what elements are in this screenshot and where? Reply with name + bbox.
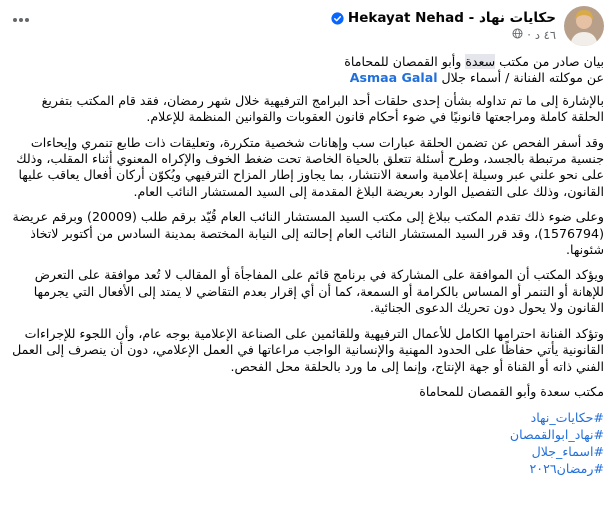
post-header (12, 6, 604, 46)
more-options-icon[interactable] (10, 12, 32, 28)
page-name[interactable]: Hekayat Nehad - حكايات نهاد (347, 10, 556, 26)
post-body (12, 54, 604, 477)
globe-icon[interactable] (512, 28, 523, 42)
avatar[interactable] (564, 6, 604, 46)
post-subline (512, 28, 556, 42)
post-time[interactable]: ٤٦ د (534, 28, 556, 42)
hashtag-link[interactable]: #اسماء_جلال (531, 444, 604, 460)
hashtag-link[interactable]: #رمضان٢٠٢٦ (529, 461, 604, 477)
name-row (331, 10, 556, 26)
mention-link[interactable]: Asmaa Galal (349, 70, 438, 86)
hashtag-list (12, 409, 604, 477)
paragraph-3: وعلى ضوء ذلك تقدم المكتب ببلاغ إلى مكتب السيد المستشار النائب العام قُيّد برقم طلب (20009) وبرقم عريضة (1576794)، وقد قرر السيد المستشار النائب العام إحالته إلى النيابة المختصة بمدينة السادس من أكتوبر لاتخاذ شئونها. (12, 209, 604, 258)
intro-text: بيان صادر من مكتب (495, 54, 604, 69)
intro-text-end: وأبو القمصان للمحاماة (344, 54, 466, 69)
meta-separator: · (527, 28, 531, 42)
client-line (12, 70, 604, 86)
signature: مكتب سعدة وأبو القمصان للمحاماة (419, 383, 604, 399)
post-meta (331, 10, 556, 42)
post-intro (12, 54, 604, 87)
paragraph-5: وتؤكد الفنانة احترامها الكامل للأعمال الترفيهية وللقائمين على الصناعة الإعلامية بوجه عام، وأن اللجوء للإجراءات القانونية يأتي حفاظًا على الحدود المهنية والإنسانية الواجب مراعاتها في العمل الإعلامي، دون أن ينصرف إلى العمل الفني ذاته أو القناة أو جهة الإنتاج، وإنما إلى ما ورد بالحلقة محل الفحص. (12, 325, 604, 374)
paragraph-1: بالإشارة إلى ما تم تداوله بشأن إحدى حلقات أحد البرامج الترفيهية خلال شهر رمضان، فقد قام المكتب بتفريغ الحلقة كاملة ومراجعتها قانونيًا في ضوء أحكام قانون العقوبات والقوانين المنظمة للإعلام. (41, 92, 604, 125)
verified-badge-icon (331, 12, 344, 25)
hashtag-link[interactable]: #نهاد_ابوالقمصان (509, 427, 604, 443)
hashtag-link[interactable]: #حكايات_نهاد (530, 410, 604, 426)
paragraph-2: وقد أسفر الفحص عن تضمن الحلقة عبارات سب وإهانات شخصية متكررة، وتعليقات ذات طابع تنمري وإيحاءات جنسية مرتبطة بالجسد، وطرح أسئلة تتعلق بالحياة الخاصة تحت ضغط الخوف والإكراه المعنوي أثناء المقلب، وذلك على نحو علني عبر وسيلة إعلامية واسعة الانتشار، بما يجاوز إطار المزاح الترفيهي ويُكوّن أركان أفعال يعاقب عليها القانون، وذلك على التفصيل الوارد بعريضة البلاغ المقدمة إلى السيد المستشار النائب العام. (16, 134, 604, 199)
client-prefix: عن موكلته الفنانة / أسماء جلال (437, 70, 604, 86)
statement-title (12, 54, 604, 70)
paragraph-4: ويؤكد المكتب أن الموافقة على المشاركة في برنامج قائم على المفاجأة أو المقالب لا تُعد موافقة على التعرض للإهانة أو التنمر أو المساس بالكرامة أو السمعة، كما أن أي إقرار بعدم التقاضي لا يمتد إلى الأفعال التي يجرمها القانون ولا يحول دون تحريك الدعوى الجنائية. (33, 267, 604, 316)
highlighted-word: سعدة (465, 54, 496, 69)
